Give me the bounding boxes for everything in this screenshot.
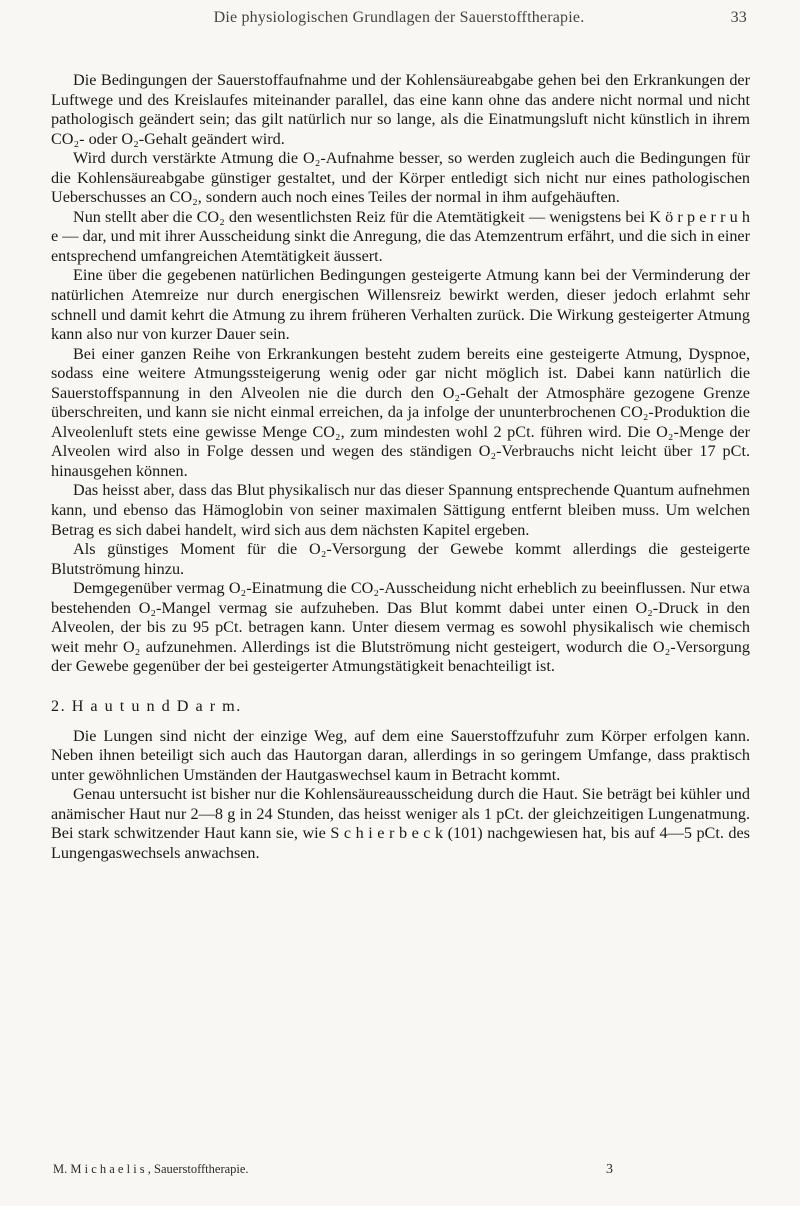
paragraph: Nun stellt aber die CO₂ den wesentlichsten Reiz für die Atemtätigkeit — wenigstens bei K ö r p e r r u h e — dar, und mit ihrer Ausscheidung sinkt die Anregung, die das Atemzentrum erfährt, und die sich in einer entsprechend umfangreichen Atemtätigkeit äussert. (51, 207, 750, 265)
page-number: 33 (730, 9, 747, 26)
paragraph: Wird durch verstärkte Atmung die O₂-Aufnahme besser, so werden zugleich auch die Bedingungen für die Kohlensäureabgabe günstiger gestaltet, und der Körper entledigt sich nicht nur eines pathologischen Ueberschusses an CO₂, sondern auch noch eines Teiles der normal in ihm aufgehäuften. (51, 149, 750, 207)
paragraph: Genau untersucht ist bisher nur die Kohlensäureausscheidung durch die Haut. Sie beträgt bei kühler und anämischer Haut nur 2—8 g in 24 Stunden, das heisst weniger als 1 pCt. der gleichzeitigen Lungenatmung. Bei stark schwitzender Haut kann sie, wie S c h i e r b e c k (101) nachgewiesen hat, bis auf 4—5 pCt. des Lungengaswechsels anwachsen. (51, 785, 750, 862)
paragraph: Bei einer ganzen Reihe von Erkrankungen besteht zudem bereits eine gesteigerte Atmung, Dyspnoe, sodass eine weitere Atmungssteigerung wenig oder gar nicht möglich ist. Dabei kann natürlich die Sauerstoffspannung in den Alveolen nie die durch den O₂-Gehalt der Atmosphäre gezogene Grenze überschreiten, und kann sie nicht einmal erreichen, da ja infolge der ununterbrochenen CO₂-Produktion die Alveolenluft stets eine gewisse Menge CO₂, zum mindesten wohl 2 pCt. führen wird. Die O₂-Menge der Alveolen wird also in Folge dessen und wegen des ständigen O₂-Verbrauchs nicht leicht über 17 pCt. hinausgehen können. (51, 344, 750, 480)
page-header (51, 9, 747, 33)
paragraph: Die Bedingungen der Sauerstoffaufnahme und der Kohlensäureabgabe gehen bei den Erkrankungen der Luftwege und des Kreislaufes miteinander parallel, das eine kann ohne das andere nicht normal und nicht pathologisch geändert sein; das gilt natürlich nur so lange, als die Einatmungsluft nicht künstlich in ihrem CO₂- oder O₂-Gehalt geändert wird. (51, 71, 750, 148)
paragraph: Das heisst aber, dass das Blut physikalisch nur das dieser Spannung entsprechende Quantum aufnehmen kann, und ebenso das Hämoglobin von seiner maximalen Sättigung entfernt bleiben muss. Um welchen Betrag es sich dabei handelt, wird sich aus dem nächsten Kapitel ergeben. (51, 481, 750, 539)
sheet-number: 3 (606, 1162, 613, 1177)
paragraph: Die Lungen sind nicht der einzige Weg, auf dem eine Sauerstoffzufuhr zum Körper erfolgen kann. Neben ihnen beteiligt sich auch das Hautorgan daran, allerdings in so geringem Umfange, dass praktisch unter gewöhnlichen Umständen der Hautgaswechsel kaum in Betracht kommt. (51, 726, 750, 784)
section-heading: 2. H a u t u n d D a r m. (51, 696, 242, 715)
body-text (51, 71, 750, 863)
paragraph: Eine über die gegebenen natürlichen Bedingungen gesteigerte Atmung kann bei der Verminderung der natürlichen Atemreize nur durch energischen Willensreiz bewirkt werden, dieser jedoch erlahmt sehr schnell und damit kehrt die Atmung zu ihrem früheren Verhalten zurück. Die Wirkung gesteigerter Atmung kann also nur von kurzer Dauer sein. (51, 266, 750, 344)
footer-signature: M. M i c h a e l i s , Sauerstofftherapie. (53, 1162, 249, 1176)
running-title: Die physiologischen Grundlagen der Sauerstofftherapie. (213, 9, 585, 26)
paragraph: Demgegenüber vermag O₂-Einatmung die CO₂-Ausscheidung nicht erheblich zu beeinflussen. Nur etwa bestehenden O₂-Mangel vermag sie aufzuheben. Das Blut kommt dabei unter einen O₂-Druck in den Alveolen, der bis zu 95 pCt. betragen kann. Unter diesem vermag es sowohl physikalisch wie chemisch weit mehr O₂ aufzunehmen. Allerdings ist die Blutströmung nicht gesteigert, wodurch die O₂-Versorgung der Gewebe gegenüber der bei gesteigerter Atmungstätigkeit benachteiligt ist. (51, 579, 750, 676)
paragraph: Als günstiges Moment für die O₂-Versorgung der Gewebe kommt allerdings die gesteigerte Blutströmung hinzu. (51, 540, 750, 578)
